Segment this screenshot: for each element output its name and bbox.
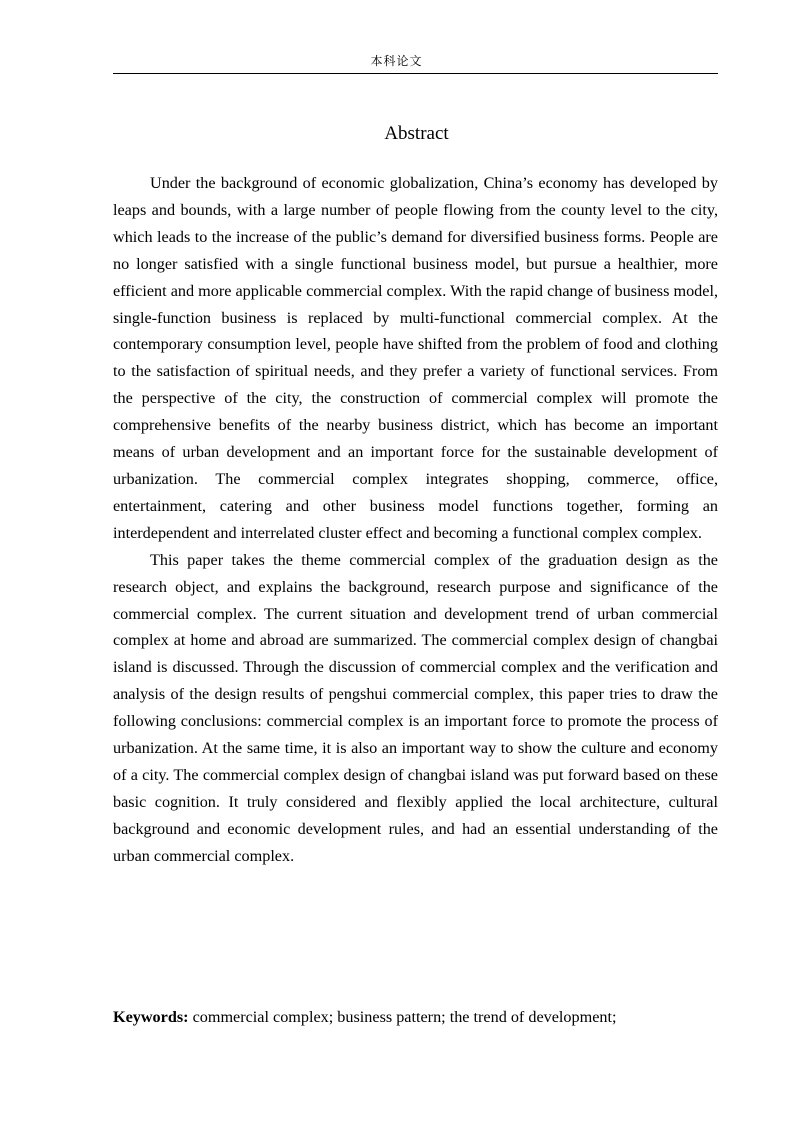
- abstract-paragraph-2: This paper takes the theme commercial complex of the graduation design as the research object, and explains the background, research purpose and significance of the commercial complex. The current situation and development trend of urban commercial complex at home and abroad are summarized. The commercial complex design of changbai island is discussed. Through the discussion of commercial complex and the verification and analysis of the design results of pengshui commercial complex, this paper tries to draw the following conclusions: commercial complex is an important force to promote the process of urbanization. At the same time, it is also an important way to show the culture and economy of a city. The commercial complex design of changbai island was put forward based on these basic cognition. It truly considered and flexibly applied the local architecture, cultural background and economic development rules, and had an essential understanding of the urban commercial complex.: [113, 550, 718, 865]
- header-rule: [113, 73, 718, 74]
- abstract-title: Abstract: [384, 123, 449, 144]
- abstract-paragraph-1: Under the background of economic globalization, China’s economy has developed by leaps and bounds, with a large number of people flowing from the county level to the city, which leads to the increase of the public’s demand for diversified business forms. People are no longer satisfied with a single functional business model, but pursue a healthier, more efficient and more applicable commercial complex. With the rapid change of business model, single-function business is replaced by multi-functional commercial complex. At the contemporary consumption level, people have shifted from the problem of food and clothing to the satisfaction of spiritual needs, and they prefer a variety of functional services. From the perspective of the city, the construction of commercial complex will promote the comprehensive benefits of the nearby business district, which has become an important means of urban development and an important force for the sustainable development of urbanization. The commercial complex integrates shopping, commerce, office, entertainment, catering and other business model functions together, forming an interdependent and interrelated cluster effect and becoming a functional complex complex.: [113, 174, 718, 542]
- abstract-body: [113, 170, 718, 870]
- keywords-text: commercial complex; business pattern; the trend of development;: [192, 1008, 617, 1026]
- keywords-line: [113, 1004, 718, 1030]
- running-header: 本科论文: [370, 54, 423, 68]
- keywords-label: Keywords:: [113, 1008, 189, 1026]
